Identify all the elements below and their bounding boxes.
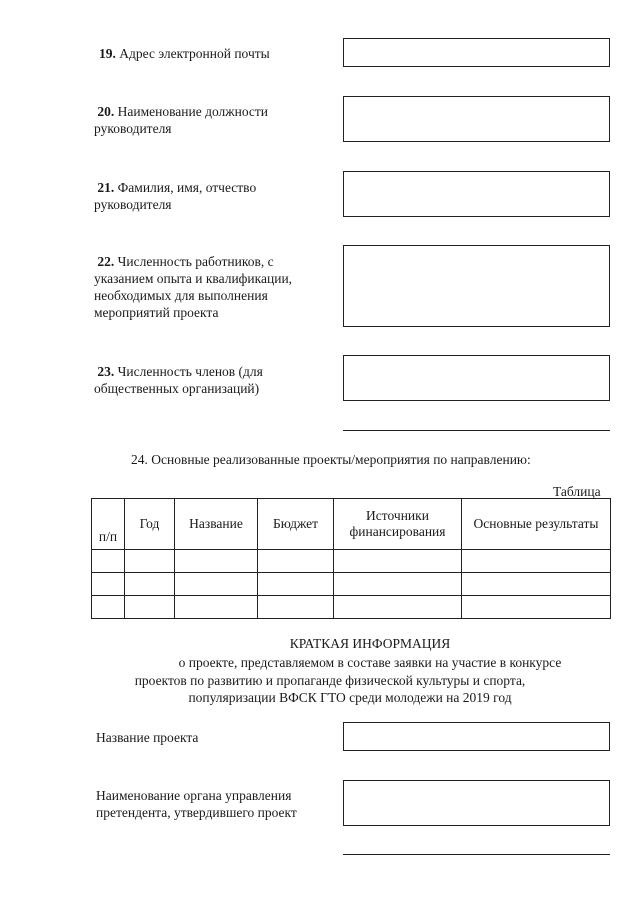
- table-cell[interactable]: [125, 573, 175, 596]
- project-name-field[interactable]: [343, 722, 610, 751]
- table-cell[interactable]: [92, 596, 125, 619]
- table-cell[interactable]: [334, 550, 462, 573]
- col-number: п/п: [92, 499, 125, 550]
- table-row: [92, 550, 611, 573]
- divider-line: [343, 430, 610, 431]
- col-year: Год: [125, 499, 175, 550]
- col-funding-sources: Источники финансирования: [334, 499, 462, 550]
- table-cell[interactable]: [334, 596, 462, 619]
- field-22-label: 22. Численность работников, с указанием опыта и квалификации, необходимых для выполнения мероприятий проекта: [94, 254, 293, 320]
- table-cell[interactable]: [462, 573, 611, 596]
- members-count-field[interactable]: [343, 355, 610, 401]
- table-cell[interactable]: [258, 550, 334, 573]
- brief-line-3: популяризации ВФСК ГТО среди молодежи на 2019 год: [188, 690, 512, 705]
- table-cell[interactable]: [175, 596, 258, 619]
- staff-count-field[interactable]: [343, 245, 610, 327]
- email-field[interactable]: [343, 38, 610, 67]
- col-name: Название: [175, 499, 258, 550]
- table-cell[interactable]: [462, 596, 611, 619]
- manager-position-field[interactable]: [343, 96, 610, 142]
- approving-body-field[interactable]: [343, 780, 610, 826]
- projects-table: [91, 498, 611, 619]
- divider-line: [343, 854, 610, 855]
- field-19-label: 19. Адрес электронной почты: [99, 46, 270, 61]
- project-name-label: Название проекта: [96, 730, 199, 745]
- brief-line-2: проектов по развитию и пропаганде физической культуры и спорта,: [134, 673, 526, 688]
- table-row: [92, 596, 611, 619]
- table-cell[interactable]: [258, 596, 334, 619]
- table-cell[interactable]: [462, 550, 611, 573]
- field-23-label: 23. Численность членов (для общественных организаций): [94, 364, 263, 396]
- table-cell[interactable]: [175, 550, 258, 573]
- field-21-label: 21. Фамилия, имя, отчество руководителя: [94, 180, 257, 212]
- table-cell[interactable]: [175, 573, 258, 596]
- col-results: Основные результаты: [462, 499, 611, 550]
- table-cell[interactable]: [92, 550, 125, 573]
- brief-line-1: о проекте, представляемом в составе заявки на участие в конкурсе: [178, 655, 562, 670]
- approving-body-label: Наименование органа управления претендента, утвердившего проект: [96, 788, 297, 820]
- table-cell[interactable]: [334, 573, 462, 596]
- col-budget: Бюджет: [258, 499, 334, 550]
- table-cell[interactable]: [125, 550, 175, 573]
- table-cell[interactable]: [125, 596, 175, 619]
- table-header-row: [92, 499, 611, 550]
- brief-title: КРАТКАЯ ИНФОРМАЦИЯ: [289, 636, 451, 651]
- manager-name-field[interactable]: [343, 171, 610, 217]
- table-cell[interactable]: [92, 573, 125, 596]
- table-caption: Таблица: [553, 484, 601, 499]
- table-row: [92, 573, 611, 596]
- field-20-label: 20. Наименование должности руководителя: [94, 104, 269, 136]
- section-24-heading: 24. Основные реализованные проекты/мероприятия по направлению:: [131, 452, 531, 467]
- table-cell[interactable]: [258, 573, 334, 596]
